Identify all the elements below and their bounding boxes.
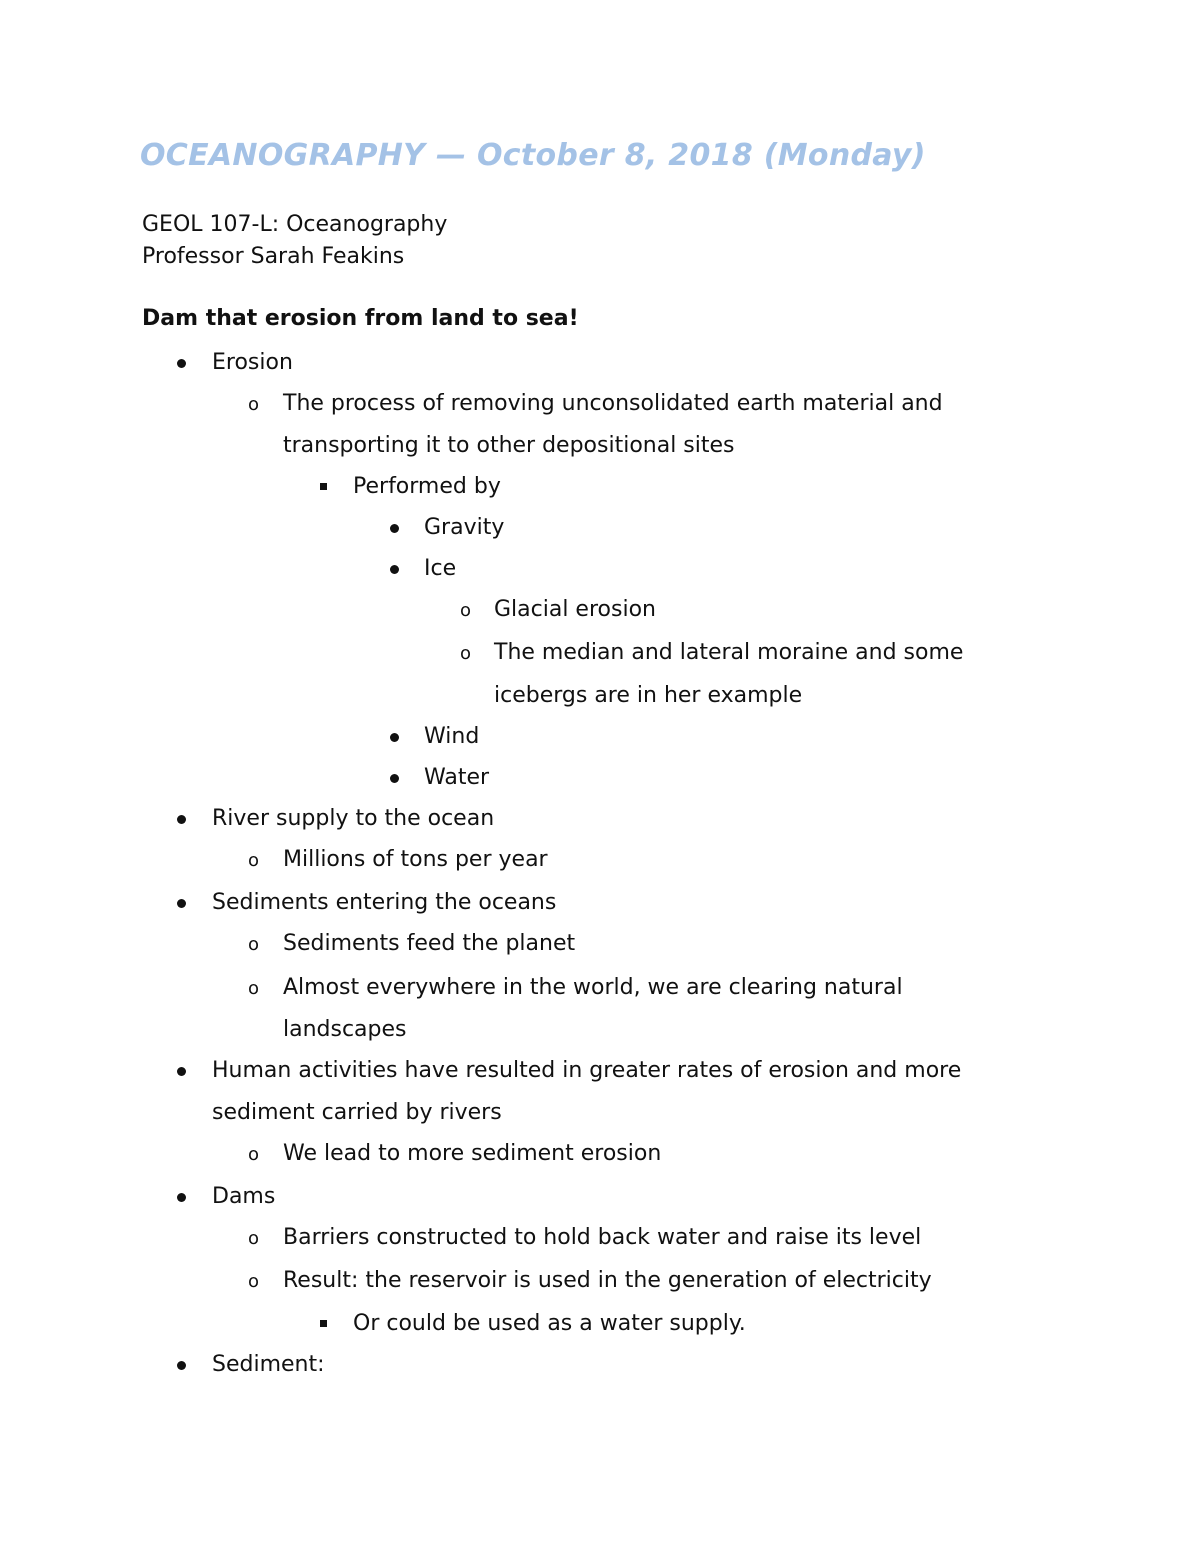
outline-item: Human activities have resulted in greater rates of erosion and more bbox=[212, 1058, 962, 1083]
bullet-circle-icon: o bbox=[248, 1144, 260, 1165]
outline-item: Dams bbox=[212, 1184, 276, 1209]
outline-item: Wind bbox=[424, 724, 480, 749]
outline-item: transporting it to other depositional sites bbox=[283, 433, 735, 458]
outline-item: Result: the reservoir is used in the generation of electricity bbox=[283, 1268, 932, 1293]
bullet-disc-icon bbox=[177, 1067, 186, 1076]
outline-item: The median and lateral moraine and some bbox=[494, 640, 964, 665]
outline-item: Erosion bbox=[212, 350, 293, 375]
bullet-circle-icon: o bbox=[248, 1228, 260, 1249]
bullet-disc-icon bbox=[177, 815, 186, 824]
professor-name: Professor Sarah Feakins bbox=[142, 244, 405, 269]
outline-item: Sediment: bbox=[212, 1352, 325, 1377]
bullet-circle-icon: o bbox=[248, 978, 260, 999]
outline-item: Or could be used as a water supply. bbox=[353, 1311, 746, 1336]
outline-item: Millions of tons per year bbox=[283, 847, 548, 872]
outline-item: Sediments feed the planet bbox=[283, 931, 576, 956]
outline-item: sediment carried by rivers bbox=[212, 1100, 502, 1125]
outline-item: We lead to more sediment erosion bbox=[283, 1141, 662, 1166]
outline-item: Performed by bbox=[353, 474, 501, 499]
outline-item: River supply to the ocean bbox=[212, 806, 495, 831]
outline-item: icebergs are in her example bbox=[494, 683, 803, 708]
bullet-disc-icon bbox=[177, 359, 186, 368]
outline-item: landscapes bbox=[283, 1017, 407, 1042]
bullet-circle-icon: o bbox=[460, 600, 472, 621]
bullet-disc-icon bbox=[390, 565, 399, 574]
outline-item: Glacial erosion bbox=[494, 597, 656, 622]
bullet-circle-icon: o bbox=[248, 394, 260, 415]
bullet-disc-icon bbox=[390, 733, 399, 742]
bullet-circle-icon: o bbox=[248, 1271, 260, 1292]
bullet-disc-icon bbox=[177, 1193, 186, 1202]
document-title: OCEANOGRAPHY — October 8, 2018 (Monday) bbox=[140, 138, 926, 173]
outline-item: The process of removing unconsolidated earth material and bbox=[283, 391, 943, 416]
outline-item: Barriers constructed to hold back water and raise its level bbox=[283, 1225, 922, 1250]
section-heading: Dam that erosion from land to sea! bbox=[142, 306, 579, 331]
bullet-square-icon bbox=[320, 483, 327, 490]
outline-item: Almost everywhere in the world, we are clearing natural bbox=[283, 975, 903, 1000]
bullet-disc-icon bbox=[177, 899, 186, 908]
bullet-circle-icon: o bbox=[460, 643, 472, 664]
outline-item: Water bbox=[424, 765, 490, 790]
outline-item: Sediments entering the oceans bbox=[212, 890, 557, 915]
bullet-square-icon bbox=[320, 1320, 327, 1327]
bullet-disc-icon bbox=[390, 524, 399, 533]
course-name: GEOL 107-L: Oceanography bbox=[142, 212, 448, 237]
bullet-disc-icon bbox=[390, 774, 399, 783]
bullet-circle-icon: o bbox=[248, 934, 260, 955]
bullet-disc-icon bbox=[177, 1361, 186, 1370]
bullet-circle-icon: o bbox=[248, 850, 260, 871]
outline-item: Gravity bbox=[424, 515, 505, 540]
outline-item: Ice bbox=[424, 556, 457, 581]
